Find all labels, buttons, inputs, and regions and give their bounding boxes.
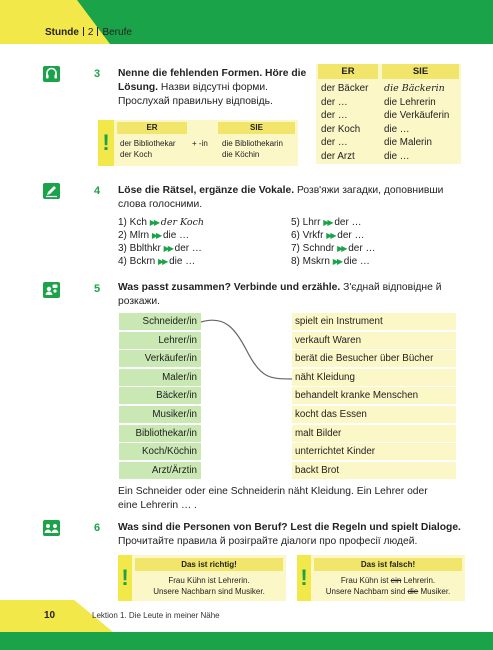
header-breadcrumb — [45, 27, 132, 38]
profession-item[interactable]: Bäcker/in — [119, 387, 201, 404]
activity-item[interactable]: backt Brot — [292, 462, 456, 479]
struck-word: die — [407, 587, 419, 596]
page-number: 10 — [44, 610, 56, 621]
grammar-plus: + -in — [192, 139, 208, 148]
grammar-sie-row: die Köchin — [222, 150, 260, 159]
task-6-ua: Прочитайте правила й розіграйте діалоги про професії людей. — [118, 536, 418, 547]
er-row: der … — [321, 96, 348, 108]
professions-column — [119, 313, 201, 480]
er-header: ER — [318, 64, 378, 79]
task-5-example — [118, 485, 464, 513]
profession-item[interactable]: Schneider/in — [119, 313, 201, 330]
er-row: der Koch — [321, 123, 361, 135]
profession-item[interactable]: Musiker/in — [119, 406, 201, 423]
grammar-sie-row: die Bibliothekarin — [222, 139, 283, 148]
list-item: 7) Schndr ▶▶ der … — [291, 243, 376, 254]
task-3-instruction — [118, 67, 308, 109]
activity-item[interactable]: kocht das Essen — [292, 406, 456, 423]
footer-lesson: Lektion 1. Die Leute in meiner Nähe — [92, 611, 220, 620]
task-6-instruction — [118, 521, 468, 549]
list-item: 2) Mlrn ▶▶ die … — [118, 230, 190, 241]
rule-box-wrong — [297, 555, 465, 601]
struck-word: ein — [390, 576, 402, 585]
activity-item[interactable]: verkauft Waren — [292, 332, 456, 349]
connector-line — [200, 313, 294, 383]
list-item: 6) Vrkfr ▶▶ der … — [291, 230, 365, 241]
example-line: Ein Schneider oder eine Schneiderin näht Kleidung. Ein Lehrer oder — [118, 486, 428, 497]
activity-item[interactable]: spielt ein Instrument — [292, 313, 456, 330]
sie-row: die Malerin — [384, 137, 432, 148]
sie-row: die Lehrerin — [384, 96, 436, 108]
rule-line: Frau Kühn ist Lehrerin. — [168, 576, 250, 585]
task-3-ua2: Прослухай правильну відповідь. — [118, 96, 273, 107]
profession-item[interactable]: Bibliothekar/in — [119, 425, 201, 442]
grammar-er-row: der Koch — [120, 150, 153, 159]
task-5-ua2: й розкажи. — [118, 282, 442, 307]
activities-column — [292, 313, 456, 480]
header-stunde: Stunde — [45, 27, 79, 38]
exclamation-icon: ! — [297, 555, 311, 601]
er-sie-table — [316, 64, 461, 164]
group-work-icon — [43, 520, 60, 536]
task-3-ua: Назви відсутні форми. — [160, 82, 269, 93]
rule-box-correct — [118, 555, 286, 601]
profession-item[interactable]: Arzt/Ärztin — [119, 462, 201, 479]
er-row: der Arzt — [321, 150, 355, 162]
rule-line: Unsere Nachbarn sind die Musiker. — [325, 587, 451, 596]
list-item: 4) Bckrn ▶▶ die … — [118, 256, 196, 267]
header-number: 2 — [87, 27, 94, 38]
er-row: der … — [321, 110, 348, 121]
grammar-er-col — [120, 138, 176, 160]
list-item: 3) Bblthkr ▶▶ der … — [118, 243, 202, 254]
profession-item[interactable]: Maler/in — [119, 369, 201, 386]
rule-correct-header: Das ist richtig! — [135, 558, 283, 571]
task-5-ua: З'єднай відповідне — [343, 282, 433, 293]
list-item: 1) Kch ▶▶ der Koch — [118, 217, 205, 228]
pencil-icon — [43, 183, 60, 199]
headphones-icon — [43, 66, 60, 82]
task-5-instruction — [118, 281, 468, 309]
activity-item[interactable]: behandelt kranke Menschen — [292, 387, 456, 404]
riddle-list-right — [291, 216, 375, 268]
example-line: eine Lehrerin … . — [118, 500, 197, 511]
sie-header: SIE — [382, 64, 459, 79]
task-3-title: Nenne die fehlenden Formen. Höre die Lösung. — [118, 68, 307, 93]
sie-row: die … — [384, 123, 410, 135]
grammar-sie-col — [222, 138, 283, 160]
grammar-box — [98, 120, 298, 166]
task-4-ua2: слова голосними. — [118, 199, 203, 210]
sie-row: die Bäckerin — [384, 83, 445, 94]
task-4-ua: Розв'яжи загадки, доповнивши — [296, 185, 444, 196]
task-number-3: 3 — [94, 68, 101, 80]
grammar-er-header: ER — [117, 122, 187, 134]
sie-column — [384, 82, 449, 163]
activity-item[interactable]: malt Bilder — [292, 425, 456, 442]
exclamation-icon: ! — [118, 555, 132, 601]
grammar-er-row: der Bibliothekar — [120, 139, 176, 148]
er-column — [321, 82, 368, 163]
profession-item[interactable]: Verkäufer/in — [119, 350, 201, 367]
activity-item[interactable]: berät die Besucher über Bücher — [292, 350, 456, 367]
list-item: 5) Lhrr ▶▶ der … — [291, 217, 362, 228]
pair-work-icon — [43, 282, 60, 298]
exclamation-icon: ! — [98, 120, 114, 166]
footer-bar — [0, 632, 493, 650]
er-row: der Bäcker — [321, 83, 369, 94]
sie-row: die Verkäuferin — [384, 110, 450, 121]
profession-item[interactable]: Koch/Köchin — [119, 443, 201, 460]
task-6-title: Was sind die Personen von Beruf? Lest die Regeln und spielt Dialoge. — [118, 522, 461, 533]
rule-line: Unsere Nachbarn sind Musiker. — [153, 587, 265, 596]
profession-item[interactable]: Lehrer/in — [119, 332, 201, 349]
er-row: der … — [321, 137, 348, 148]
task-number-5: 5 — [94, 283, 101, 295]
task-5-title: Was passt zusammen? Verbinde und erzähle. — [118, 282, 341, 293]
activity-item[interactable]: näht Kleidung — [292, 369, 456, 386]
activity-item[interactable]: unterrichtet Kinder — [292, 443, 456, 460]
sie-row: die … — [384, 150, 410, 162]
task-number-4: 4 — [94, 185, 101, 197]
riddle-list-left — [118, 216, 204, 268]
header-topic: Berufe — [102, 27, 132, 38]
task-number-6: 6 — [94, 522, 101, 534]
task-4-title: Löse die Rätsel, ergänze die Vokale. — [118, 185, 295, 196]
grammar-sie-header: SIE — [218, 122, 295, 134]
rule-wrong-header: Das ist falsch! — [314, 558, 462, 571]
list-item: 8) Mskrn ▶▶ die … — [291, 256, 370, 267]
rule-line: Frau Kühn ist ein Lehrerin. — [340, 576, 436, 585]
task-4-instruction — [118, 184, 468, 212]
